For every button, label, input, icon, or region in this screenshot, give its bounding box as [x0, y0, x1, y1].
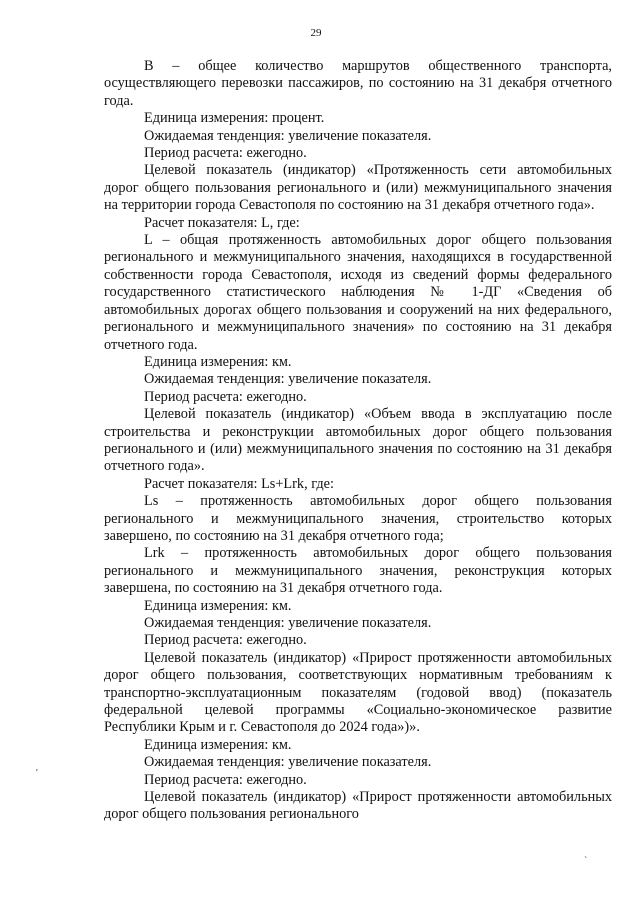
page-number: 29: [310, 27, 322, 39]
paragraph: Целевой показатель (индикатор) «Протяженность сети автомобильных дорог общего пользования регионального и (или) межмуниципального значения на территории города Севастополя по состоянию на 31 декабря отчетного года».: [104, 162, 612, 214]
paragraph: Единица измерения: процент.: [144, 110, 325, 127]
scan-speck-mark: ˋ: [584, 856, 588, 867]
paragraph: Период расчета: ежегодно.: [144, 145, 307, 162]
paragraph: Ожидаемая тенденция: увеличение показателя.: [144, 615, 432, 631]
paragraph: Единица измерения: км.: [144, 736, 292, 753]
scan-speck-mark: ': [36, 768, 38, 779]
paragraph: Расчет показателя: Ls+Lrk, где:: [144, 475, 334, 492]
page-body: [104, 58, 612, 824]
paragraph: Целевой показатель (индикатор) «Объем ввода в эксплуатацию после строительства и реконструкции автомобильных дорог общего пользования регионального и (или) межмуниципального значения по состоянию на 31 декабря отчетного года».: [104, 406, 612, 475]
paragraph: B – общее количество маршрутов общественного транспорта, осуществляющего перевозки пассажиров, по состоянию на 31 декабря отчетного года.: [104, 58, 612, 109]
paragraph: Lrk – протяженность автомобильных дорог общего пользования регионального и межмуниципального значения, реконструкция которых завершена, по состоянию на 31 декабря отчетного года.: [104, 545, 612, 597]
paragraph: Расчет показателя: L, где:: [144, 214, 300, 231]
paragraph: L – общая протяженность автомобильных дорог общего пользования регионального и межмуниципального значения, находящихся в государственной собственности города Севастополя, исходя из сведений формы федерального государственного статистического наблюдения № 1-ДГ «Сведения об автомобильных дорогах общего пользования и сооружений на них федерального, регионального и межмуниципального значения» по состоянию на 31 декабря отчетного года.: [104, 232, 612, 353]
paragraph: Ожидаемая тенденция: увеличение показателя.: [144, 754, 432, 771]
paragraph: Ожидаемая тенденция: увеличение показателя.: [144, 371, 432, 388]
paragraph: Ожидаемая тенденция: увеличение показателя.: [144, 127, 432, 144]
paragraph: Период расчета: ежегодно.: [144, 771, 307, 788]
paragraph: Период расчета: ежегодно.: [144, 388, 307, 405]
paragraph: Единица измерения: км.: [144, 597, 292, 614]
paragraph: Целевой показатель (индикатор) «Прирост протяженности автомобильных дорог общего пользования регионального: [104, 789, 612, 823]
paragraph: Период расчета: ежегодно.: [144, 632, 307, 649]
paragraph: Единица измерения: км.: [144, 353, 292, 370]
paragraph: Целевой показатель (индикатор) «Прирост протяженности автомобильных дорог общего пользования, соответствующих нормативным требованиям к транспортно-эксплуатационным показателям (годовой ввод) (показатель федеральной целевой программы «Социально-экономическое развитие Республики Крым и г. Севастополя до 2024 года»)».: [104, 649, 612, 736]
paragraph: Ls – протяженность автомобильных дорог общего пользования регионального и межмуниципального значения, строительство которых завершено, по состоянию на 31 декабря отчетного года;: [104, 493, 612, 544]
